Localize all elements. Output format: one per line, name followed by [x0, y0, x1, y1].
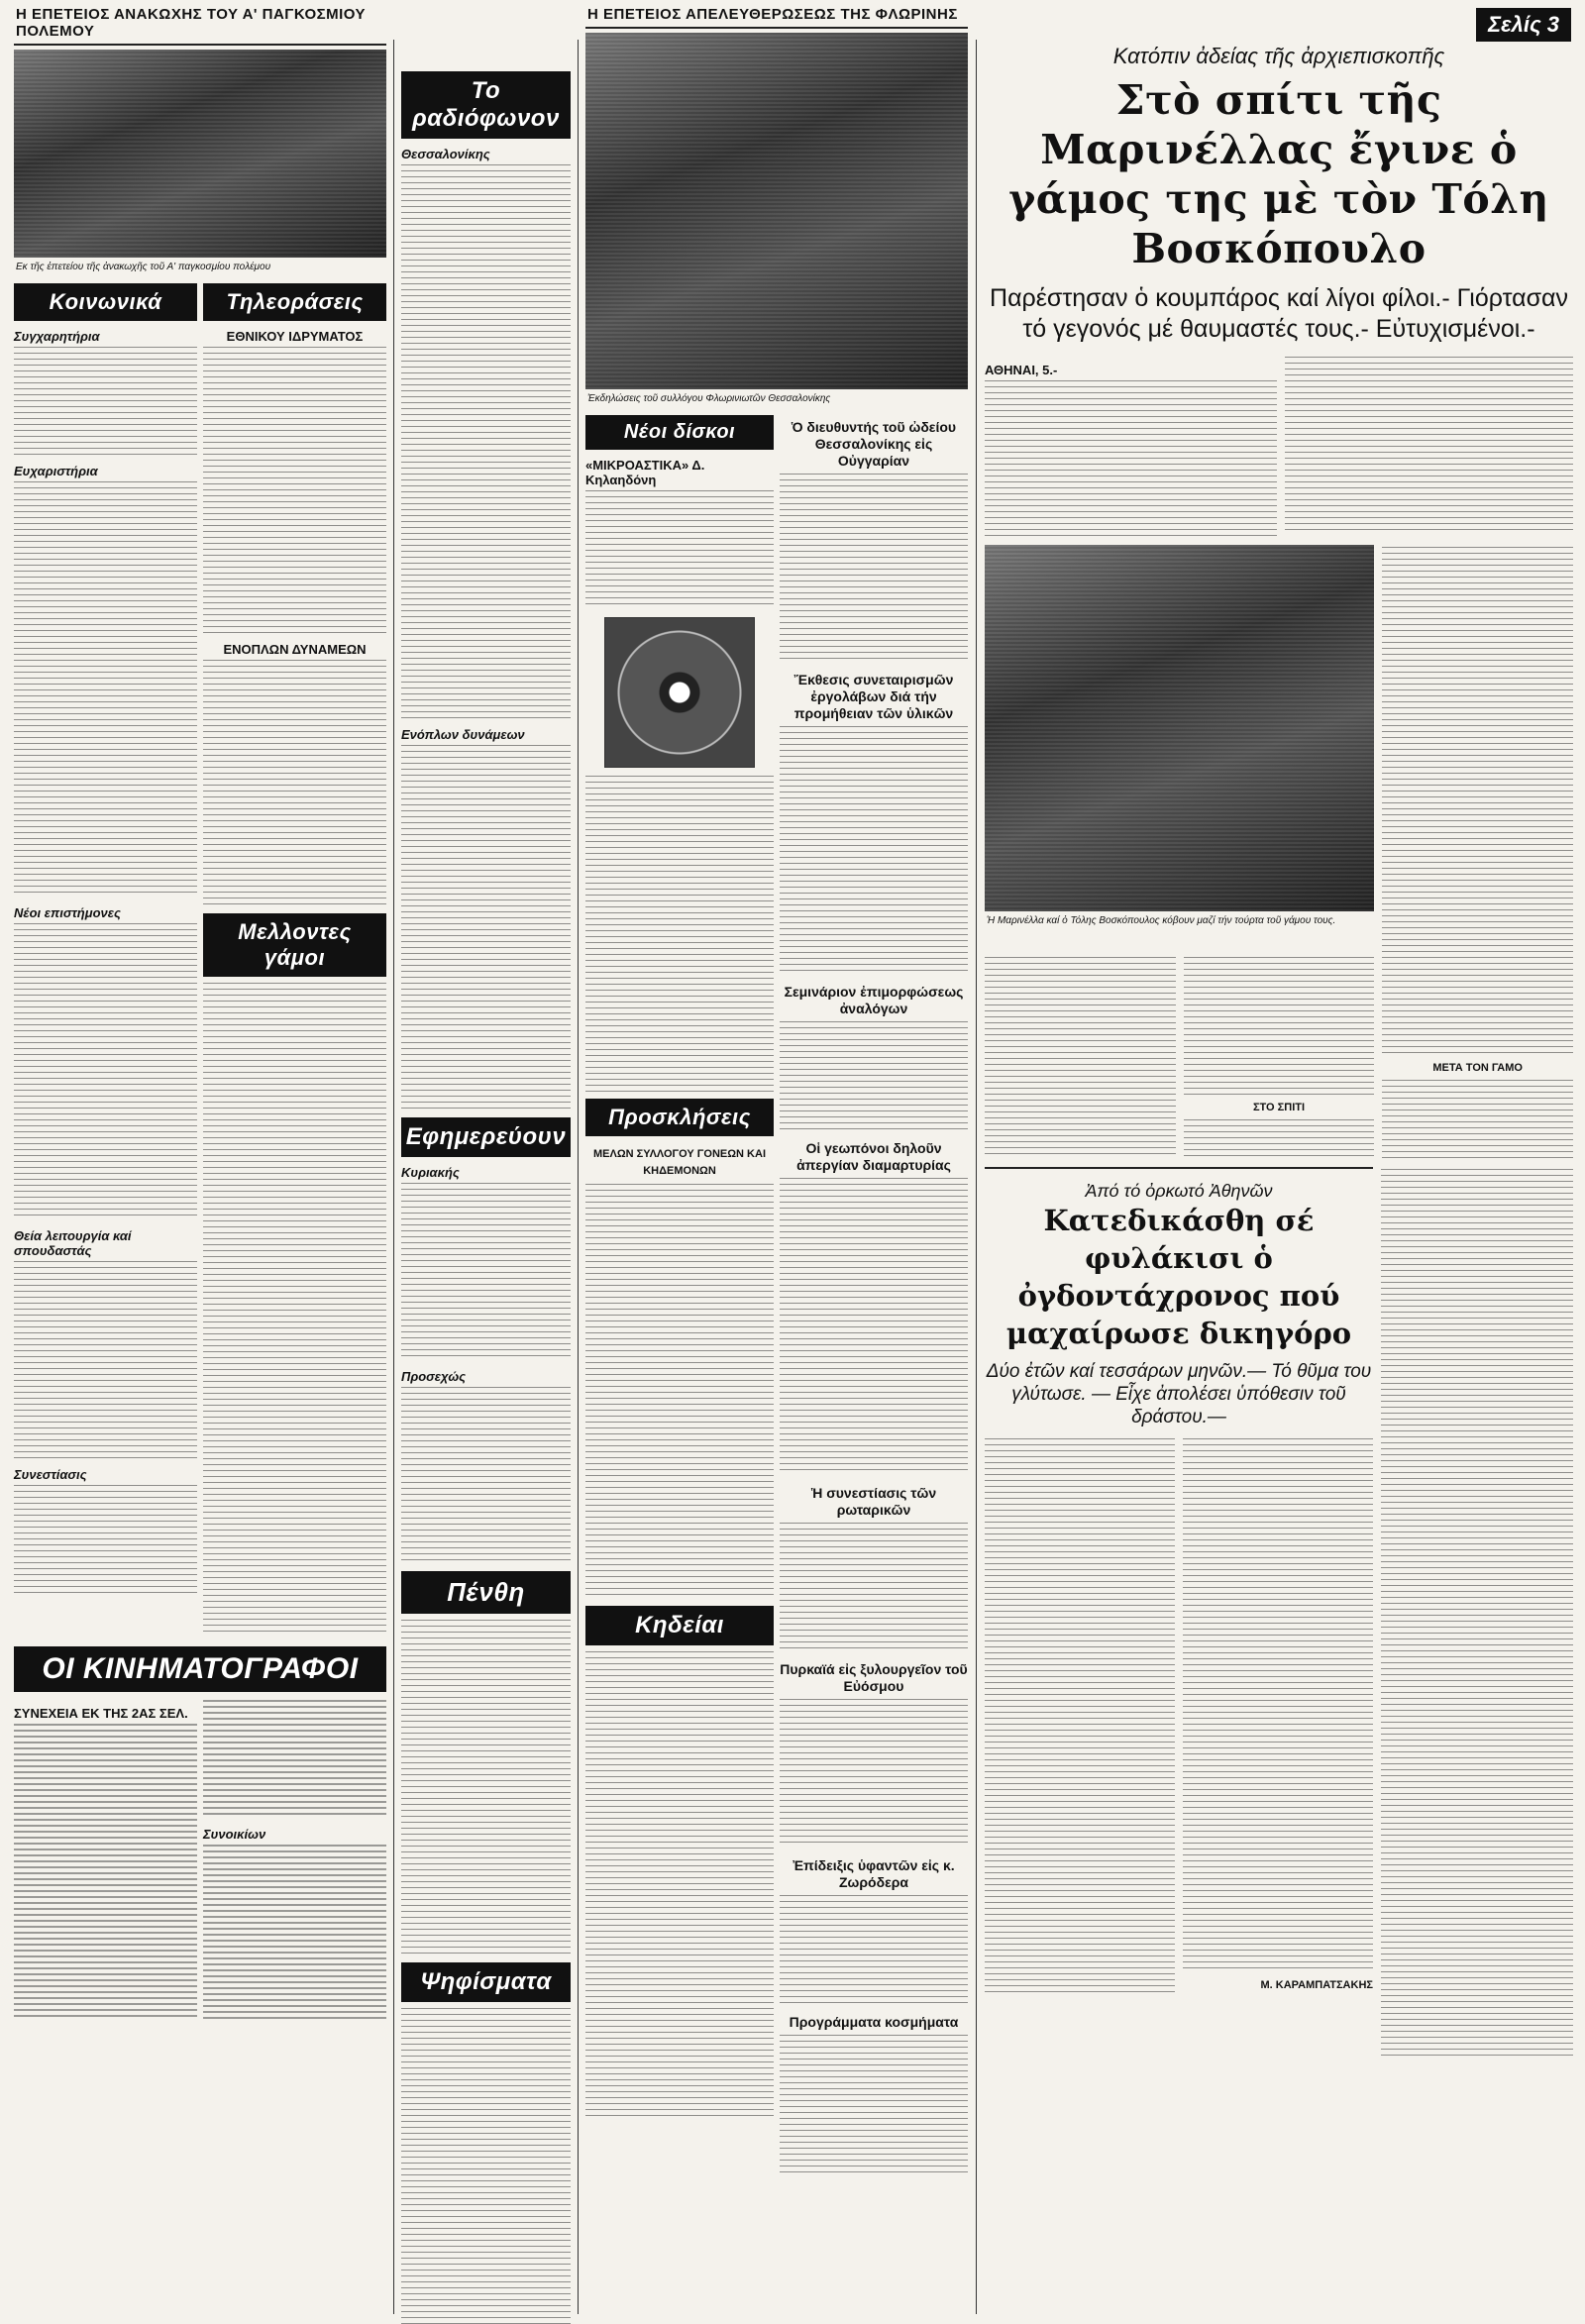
text-block [401, 1387, 571, 1565]
text-block [780, 1178, 968, 1475]
text-block [14, 347, 197, 456]
text-block [780, 1021, 968, 1130]
text-block [985, 1438, 1175, 1993]
text-block [14, 923, 197, 1220]
text-block [585, 1184, 774, 1600]
text-block [401, 1183, 571, 1361]
text-block [985, 380, 1277, 539]
text-block [203, 347, 386, 634]
invitations-head: ΜΕΛΩΝ ΣΥΛΛΟΓΟΥ ΓΟΝΕΩΝ ΚΑΙ ΚΗΔΕΜΟΝΩΝ [593, 1148, 766, 1177]
florina-photo [585, 33, 968, 389]
text-block [585, 1651, 774, 2117]
resolutions-banner: Ψηφίσματα [401, 1962, 571, 2002]
page-number-badge: Σελίς 3 [1476, 8, 1571, 42]
text-block [203, 660, 386, 907]
text-block [1382, 957, 1573, 1056]
text-block [1382, 1080, 1573, 1159]
text-block [14, 1261, 197, 1459]
records-banner: Νέοι δίσκοι [585, 415, 774, 450]
column-main [979, 0, 1579, 2324]
column-left [8, 0, 392, 2324]
seminar-head: Σεμινάριον ἐπιμορφώσεως ἀναλόγων [784, 984, 964, 1016]
pharmacies-head: Κυριακής [401, 1165, 460, 1180]
rotary-head: Ἡ συνεστίασις τῶν ρωταρικῶν [810, 1485, 937, 1518]
text-block [1382, 547, 1573, 953]
pharmacies-head-2: Προσεχώς [401, 1369, 467, 1384]
pharmacies-banner: Εφημερεύουν [401, 1117, 571, 1157]
social-head-4: Θεία λειτουργία καί σπουδαστάς [14, 1228, 132, 1258]
cinema-banner: ΟΙ ΚΙΝΗΜΑΤΟΓΡΑΦΟΙ [14, 1646, 386, 1692]
social-head-1: Συγχαρητήρια [14, 329, 100, 344]
text-block [14, 481, 197, 898]
text-block [401, 2008, 571, 2324]
social-banner: Κοινωνικά [14, 283, 197, 321]
text-block [203, 1700, 386, 1819]
text-block [1184, 1119, 1375, 1159]
agronomists-head: Οἱ γεωπόνοι δηλοῦν ἀπεργίαν διαμαρτυρίας [796, 1140, 951, 1173]
program-head: Προγράμματα κοσμήματα [789, 2014, 959, 2030]
story1-overline: Κατόπιν ἀδείας τῆς ἀρχιεπισκοπῆς [1112, 44, 1445, 68]
florina-caption: Ἐκδηλώσεις τοῦ συλλόγου Φλωρινιωτῶν Θεσσαλονίκης [587, 393, 831, 404]
display-head: Ἐπίδειξις ὑφαντῶν εἰς κ. Ζωρόδερα [792, 1857, 955, 1890]
text-block [203, 983, 386, 1637]
label-home: ΣΤΟ ΣΠΙΤΙ [1252, 1102, 1306, 1113]
exhibit-head: Ἔκθεσις συνεταιρισμῶν ἐργολάβων διά τήν προμήθειαν τῶν ὑλικῶν [793, 672, 954, 721]
tv-column [203, 277, 386, 1638]
funerals-banner: Κηδείαι [585, 1606, 774, 1645]
text-block [985, 957, 1176, 1155]
social-head-5: Συνεστίασις [14, 1467, 87, 1482]
social-head-3: Νέοι επιστήμονες [14, 905, 121, 920]
text-block [1381, 1169, 1573, 2060]
record-image [604, 617, 755, 768]
text-block [780, 1895, 968, 2004]
text-block [401, 1620, 571, 1956]
column-florina [580, 0, 974, 2324]
text-block [1285, 357, 1573, 533]
text-block [585, 490, 774, 609]
byline: Μ. ΚΑΡΑΜΠΑΤΣΑΚΗΣ [1260, 1979, 1373, 1991]
story1-dateline: ΑΘΗΝΑΙ, 5.- [985, 363, 1058, 377]
tv-head-1: ΕΘΝΙΚΟΥ ΙΔΡΥΜΑΤΟΣ [226, 329, 364, 344]
social-head-2: Ευχαριστήρια [14, 464, 98, 478]
story2-overline: Ἀπό τό ὀρκωτό Ἀθηνῶν [1085, 1181, 1273, 1201]
text-block [585, 776, 774, 1093]
text-block [203, 1845, 386, 2023]
fire-head: Πυρκαϊά εἰς ξυλουργεῖον τοῦ Εὐόσμου [780, 1661, 968, 1694]
text-block [1183, 1438, 1373, 1973]
story2-headline: Κατεδικάσθη σέ φυλάκισι ὁ ὀγδοντάχρονος πού μαχαίρωσε δικηγόρο [1005, 1204, 1352, 1350]
column-radio [395, 0, 577, 2324]
text-block [401, 164, 571, 719]
text-block [14, 1485, 197, 1594]
story2-deck: Δύο ἐτῶν καί τεσσάρων μηνῶν.— Τό θῦμα του γλύτωσε. — Εἶχε ἀπολέσει ὑπόθεσιν τοῦ δράστου.— [986, 1361, 1372, 1427]
kicker-armistice: Η ΕΠΕΤΕΙΟΣ ΑΝΑΚΩΧΗΣ ΤΟΥ Α' ΠΑΓΚΟΣΜΙΟΥ ΠΟΛΕΜΟΥ [14, 0, 386, 46]
tv-banner: Τηλεοράσεις [203, 283, 386, 321]
text-block [780, 1523, 968, 1651]
mourning-banner: Πένθη [401, 1571, 571, 1614]
text-block [1184, 957, 1375, 1096]
cinema-sub: Συνοικίων [203, 1827, 266, 1842]
column-rule [578, 40, 579, 2314]
kicker-florina: Η ΕΠΕΤΕΙΟΣ ΑΠΕΛΕΥΘΕΡΩΣΕΩΣ ΤΗΣ ΦΛΩΡΙΝΗΣ [585, 0, 968, 29]
conductor-head: Ὁ διευθυντής τοῦ ὠδείου Θεσσαλονίκης εἰς Οὐγγαρίαν [791, 419, 957, 469]
column-rule [393, 40, 394, 2314]
label-after-wedding: ΜΕΤΑ ΤΟΝ ΓΑΜΟ [1432, 1062, 1523, 1074]
wedding-caption: Ἡ Μαρινέλλα καί ὁ Τόλης Βοσκόπουλος κόβουν μαζί τήν τούρτα τοῦ γάμου τους. [987, 915, 1336, 926]
story1-deck: Παρέστησαν ὁ κουμπάρος καί λίγοι φίλοι.- Γιόρτασαν τό γεγονός μέ θαυμαστές τους.- Εὐτυχισμένοι.- [990, 284, 1568, 343]
text-block [780, 2035, 968, 2173]
invitations-banner: Προσκλήσεις [585, 1099, 774, 1136]
story1-headline: Στὸ σπίτι τῆς Μαρινέλλας ἔγινε ὁ γάμος της μὲ τὸν Τόλη Βοσκόπουλο [1008, 76, 1549, 272]
text-block [14, 1724, 197, 2021]
radio-city: Θεσσαλονίκης [401, 147, 490, 161]
text-block [780, 474, 968, 662]
radio-head-2: Ενόπλων δυνάμεων [401, 727, 525, 742]
records-head: «ΜΙΚΡΟΑΣΤΙΚΑ» Δ. Κηλαηδόνη [585, 458, 705, 487]
wedding-photo [985, 545, 1374, 911]
future-weddings-banner: Μελλοντες γάμοι [203, 913, 386, 977]
radio-banner: Το ραδιόφωνον [401, 71, 571, 139]
armistice-caption: Εκ τῆς ἐπετείου τῆς ἀνακωχῆς τοῦ Α' παγκοσμίου πολέμου [16, 262, 271, 272]
text-block [780, 1699, 968, 1848]
column-rule [976, 40, 977, 2314]
armistice-photo [14, 50, 386, 258]
tv-head-2: ΕΝΟΠΛΩΝ ΔΥΝΑΜΕΩΝ [223, 642, 367, 657]
social-column [14, 277, 197, 1638]
text-block [780, 726, 968, 974]
cinema-head: ΣΥΝΕΧΕΙΑ ΕΚ ΤΗΣ 2ΑΣ ΣΕΛ. [14, 1706, 188, 1721]
text-block [401, 745, 571, 1111]
